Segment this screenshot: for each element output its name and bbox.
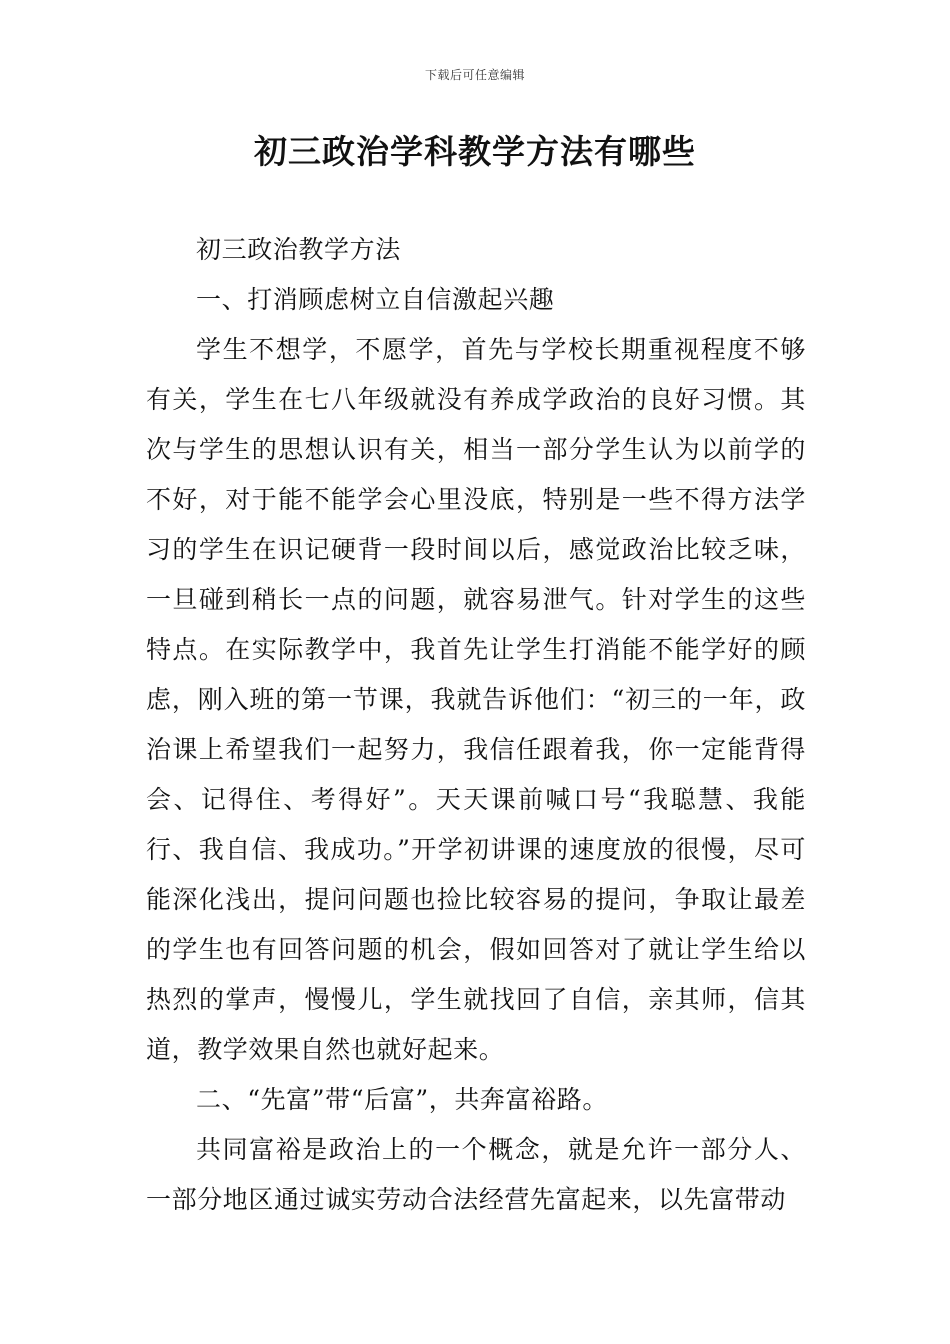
body-paragraph: 学生不想学，不愿学，首先与学校长期重视程度不够有关，学生在七八年级就没有养成学政治的良好习惯。其次与学生的思想认识有关，相当一部分学生认为以前学的不好，对于能不能学会心里没底，特别是一些不得方法学习的学生在识记硬背一段时间以后，感觉政治比较乏味，一旦碰到稍长一点的问题，就容易泄气。针对学生的这些特点。在实际教学中，我首先让学生打消能不能学好的顾虑，刚入班的第一节课，我就告诉他们：“初三的一年，政治课上希望我们一起努力，我信任跟着我，你一定能背得会、记得住、考得好”。天天课前喊口号“我聪慧、我能行、我自信、我成功。”开学初讲课的速度放的很慢，尽可能深化浅出，提问问题也捡比较容易的提问，争取让最差的学生也有回答问题的机会，假如回答对了就让学生给以热烈的掌声，慢慢儿，学生就找回了自信，亲其师，信其道，教学效果自然也就好起来。 [146,335,806,1064]
subsection-heading-1: 一、打消顾虑树立自信激起兴趣 [196,285,555,314]
body-paragraph: 共同富裕是政治上的一个概念，就是允许一部分人、一部分地区通过诚实劳动合法经营先富起来，以先富带动 [146,1135,806,1214]
section-heading: 初三政治教学方法 [196,235,401,264]
subsection-heading-2: 二、“先富”带“后富”，共奔富裕路。 [196,1085,608,1114]
document-body [146,225,806,1225]
header-note: 下载后可任意编辑 [424,68,525,82]
document-title: 初三政治学科教学方法有哪些 [254,132,696,171]
